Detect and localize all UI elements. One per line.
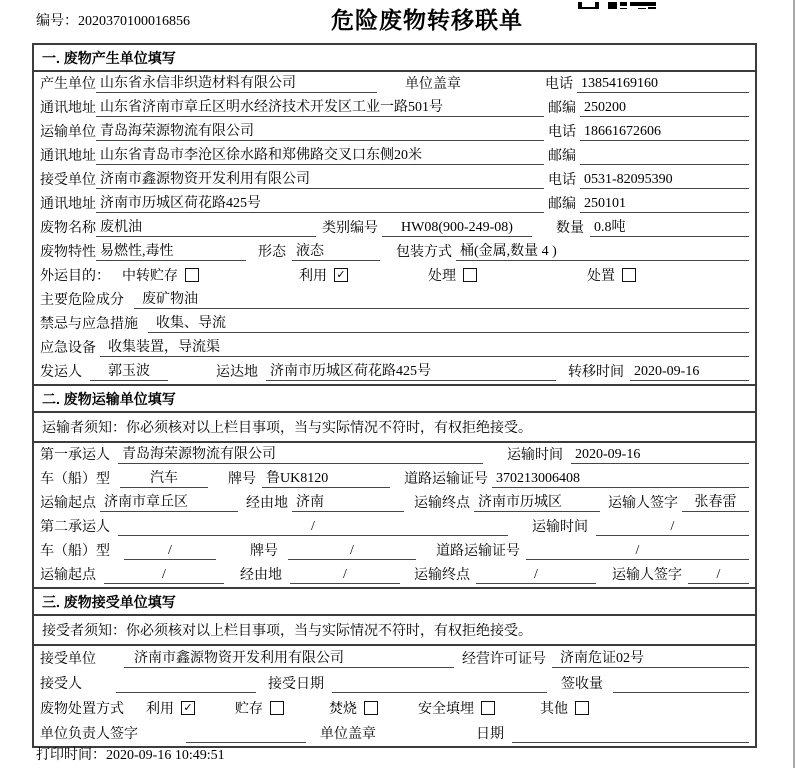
hazard-component-row [34,288,755,312]
transport-address-label: 通讯地址 [40,149,96,164]
transport-unit-value: 青岛海荣源物流有限公司 [96,120,544,141]
transfer-purpose-row [34,264,755,288]
disposal-storage-checkbox [270,701,284,715]
road-permit1-value: 370213006408 [492,471,749,488]
unit-seal2-label: 单位盖章 [320,727,376,742]
disposal-storage-label: 贮存 [235,702,263,717]
receiver-address-value: 济南市历城区荷花路425号 [96,192,544,213]
carrier1-sign-label: 运输人签字 [608,496,678,511]
transport-address-value: 山东省青岛市李沧区徐水路和郑佛路交叉口东侧20米 [96,144,544,165]
route2-end-label: 运输终点 [414,568,470,583]
hazard-component-value: 废矿物油 [134,288,749,309]
form-state-label: 形态 [258,245,286,260]
consignor-value: 郭玉波 [90,360,168,381]
receiver-person-value [116,676,256,693]
disposal-utilize-label: 利用 [146,702,174,717]
purpose-dispose-checkbox [622,268,636,282]
receiving-unit-value: 济南市鑫源物资开发利用有限公司 [124,647,454,668]
route1-origin-label: 运输起点 [40,496,96,511]
quantity-label: 数量 [556,221,584,236]
purpose-dispose-label: 处置 [587,269,615,284]
disposal-landfill-option [418,698,495,718]
disposal-landfill-checkbox [481,701,495,715]
form-state-value: 液态 [292,240,380,261]
transport-unit-row [34,120,755,144]
section-producer-header: 一. 废物产生单位填写 [34,45,755,72]
route1-origin-value: 济南市章丘区 [100,491,238,512]
disposal-utilize-checkbox: ✓ [181,701,195,715]
signed-quantity-value [613,676,749,693]
purpose-treat-option [428,265,477,285]
manifest-form [32,43,757,748]
waste-name-label: 废物名称 [40,221,96,236]
license-label: 经营许可证号 [462,652,546,667]
plate2-label: 牌号 [250,544,278,559]
second-carrier-row [34,515,755,539]
packing-label: 包装方式 [396,245,452,260]
second-carrier-value: / [118,519,508,536]
plate1-value: 鲁UK8120 [262,467,390,488]
route1-via-value: 济南 [292,491,404,512]
producer-address-value: 山东省济南市章丘区明水经济技术开发区工业一路501号 [96,96,544,117]
receiver-zip-value: 250101 [580,196,749,213]
consignor-label: 发运人 [40,365,82,380]
date-label: 日期 [476,727,504,742]
transport-unit-label: 运输单位 [40,125,96,140]
route2-origin-label: 运输起点 [40,568,96,583]
first-carrier-label: 第一承运人 [40,448,110,463]
section-transporter-header: 二. 废物运输单位填写 [34,386,755,413]
print-time-value: 2020-09-16 10:49:51 [106,748,225,763]
route2-via-label: 经由地 [240,568,282,583]
waste-property-value: 易燃性,毒性 [96,240,246,261]
transfer-date-value: 2020-09-16 [630,364,749,381]
emergency-equipment-value: 收集装置，导流渠 [100,336,749,357]
section-receiver-header: 三. 废物接受单位填写 [34,589,755,616]
vehicle1-row [34,467,755,491]
section-producer [34,45,755,384]
producer-address-label: 通讯地址 [40,101,96,116]
purpose-dispose-option [587,265,636,285]
producer-address-row [34,96,755,120]
disposal-other-checkbox [575,701,589,715]
first-carrier-value: 青岛海荣源物流有限公司 [118,443,483,464]
emergency-equipment-row [34,336,755,360]
consignor-row [34,360,755,384]
purpose-treat-label: 处理 [428,269,456,284]
section-transporter [34,384,755,587]
waste-property-row [34,240,755,264]
page-title: 危险废物转移联单 [331,7,523,33]
emergency-measures-label: 禁忌与应急措施 [40,317,138,332]
producer-unit-row [34,72,755,96]
purpose-treat-checkbox [463,268,477,282]
signed-quantity-label: 签收量 [561,677,603,692]
date-value [512,726,749,743]
purpose-transit-storage-option [122,265,199,285]
disposal-landfill-label: 安全填埋 [418,702,474,717]
route1-end-label: 运输终点 [414,496,470,511]
serial-number: 2020370100016856 [78,14,190,29]
transfer-date-label: 转移时间 [568,365,624,380]
purpose-transit-storage-label: 中转贮存 [122,269,178,284]
producer-unit-label: 产生单位 [40,77,96,92]
first-carrier-row [34,443,755,467]
category-code-label: 类别编号 [322,221,378,236]
disposal-incinerate-checkbox [364,701,378,715]
receiver-person-row [34,671,755,696]
responsible-sign-value [186,726,306,743]
disposal-incinerate-option [329,698,378,718]
transport-phone-label: 电话 [548,125,576,140]
receiver-address-row [34,192,755,216]
responsible-sign-label: 单位负责人签字 [40,727,138,742]
route2-end-value: / [476,567,596,584]
carrier2-sign-value: / [688,567,749,584]
disposal-other-option [540,698,589,718]
signature-row [34,721,755,746]
receiver-person-label: 接受人 [40,677,82,692]
waste-name-value: 废机油 [96,216,316,237]
transport-zip-value [580,148,749,165]
receiver-notice: 接受者须知：你必须核对以上栏目事项，当与实际情况不符时，有权拒绝接受。 [34,616,755,646]
receiver-unit-value: 济南市鑫源物资开发利用有限公司 [96,168,544,189]
receive-date-label: 接受日期 [268,677,324,692]
transport-time2-value: / [596,519,749,536]
vehicle-type1-value: 汽车 [120,467,208,488]
plate1-label: 牌号 [228,472,256,487]
purpose-transit-storage-checkbox [185,268,199,282]
route1-row [34,491,755,515]
disposal-incinerate-label: 焚烧 [329,702,357,717]
disposal-storage-option [235,698,284,718]
disposal-method-row [34,696,755,721]
producer-unit-value: 山东省永信非织造材料有限公司 [96,72,377,93]
route1-via-label: 经由地 [246,496,288,511]
print-time-label: 打印时间： [36,748,106,763]
page-edge-line [793,0,795,768]
transport-phone-value: 18661672606 [580,124,749,141]
vehicle2-row [34,539,755,563]
serial-label: 编号： [36,14,78,29]
road-permit2-label: 道路运输证号 [436,544,520,559]
receiver-phone-value: 0531-82095390 [580,172,749,189]
transport-time1-value: 2020-09-16 [571,447,749,464]
unit-seal-label: 单位盖章 [405,77,461,92]
plate2-value: / [288,543,416,560]
waste-name-row [34,216,755,240]
transport-time1-label: 运输时间 [507,448,563,463]
qr-code-icon [578,0,656,9]
receiver-address-label: 通讯地址 [40,197,96,212]
destination-value: 济南市历城区荷花路425号 [266,360,556,381]
packing-value: 桶(金属,数量 4 ) [456,240,749,261]
purpose-utilize-option [299,265,348,285]
license-value: 济南危证02号 [552,647,749,668]
emergency-equipment-label: 应急设备 [40,341,96,356]
route2-origin-value: / [104,567,224,584]
emergency-measures-value: 收集、导流 [148,312,749,333]
receiving-unit-label: 接受单位 [40,652,96,667]
transfer-purpose-label: 外运目的： [40,269,110,284]
carrier2-sign-label: 运输人签字 [612,568,682,583]
carrier1-sign-value: 张春雷 [682,491,749,512]
road-permit2-value: / [526,543,749,560]
transport-time2-label: 运输时间 [532,520,588,535]
section-receiver [34,587,755,746]
emergency-measures-row [34,312,755,336]
receiver-phone-label: 电话 [548,173,576,188]
route2-via-value: / [290,567,400,584]
road-permit1-label: 道路运输证号 [404,472,488,487]
vehicle-type2-label: 车（船）型 [40,544,110,559]
vehicle-type2-value: / [124,543,216,560]
category-code-value: HW08(900-249-08) [382,220,532,237]
disposal-other-label: 其他 [540,702,568,717]
second-carrier-label: 第二承运人 [40,520,110,535]
purpose-utilize-checkbox: ✓ [334,268,348,282]
waste-property-label: 废物特性 [40,245,96,260]
route1-end-value: 济南市历城区 [474,491,600,512]
disposal-utilize-option [146,698,195,718]
print-time-line [36,744,225,764]
producer-zip-label: 邮编 [548,101,576,116]
transporter-notice: 运输者须知：你必须核对以上栏目事项，当与实际情况不符时，有权拒绝接受。 [34,413,755,443]
producer-phone-value: 13854169160 [577,76,749,93]
disposal-method-label: 废物处置方式 [40,702,124,717]
transport-zip-label: 邮编 [548,149,576,164]
purpose-utilize-label: 利用 [299,269,327,284]
serial-line [36,10,190,30]
quantity-value: 0.8吨 [590,216,749,237]
receive-date-value [332,676,547,693]
destination-label: 运达地 [216,365,258,380]
route2-row [34,563,755,587]
producer-phone-label: 电话 [545,77,573,92]
receiver-zip-label: 邮编 [548,197,576,212]
transport-address-row [34,144,755,168]
receiver-unit-label: 接受单位 [40,173,96,188]
receiving-unit-row [34,646,755,671]
receiver-unit-row [34,168,755,192]
vehicle-type1-label: 车（船）型 [40,472,110,487]
producer-zip-value: 250200 [580,100,749,117]
hazard-component-label: 主要危险成分 [40,293,124,308]
